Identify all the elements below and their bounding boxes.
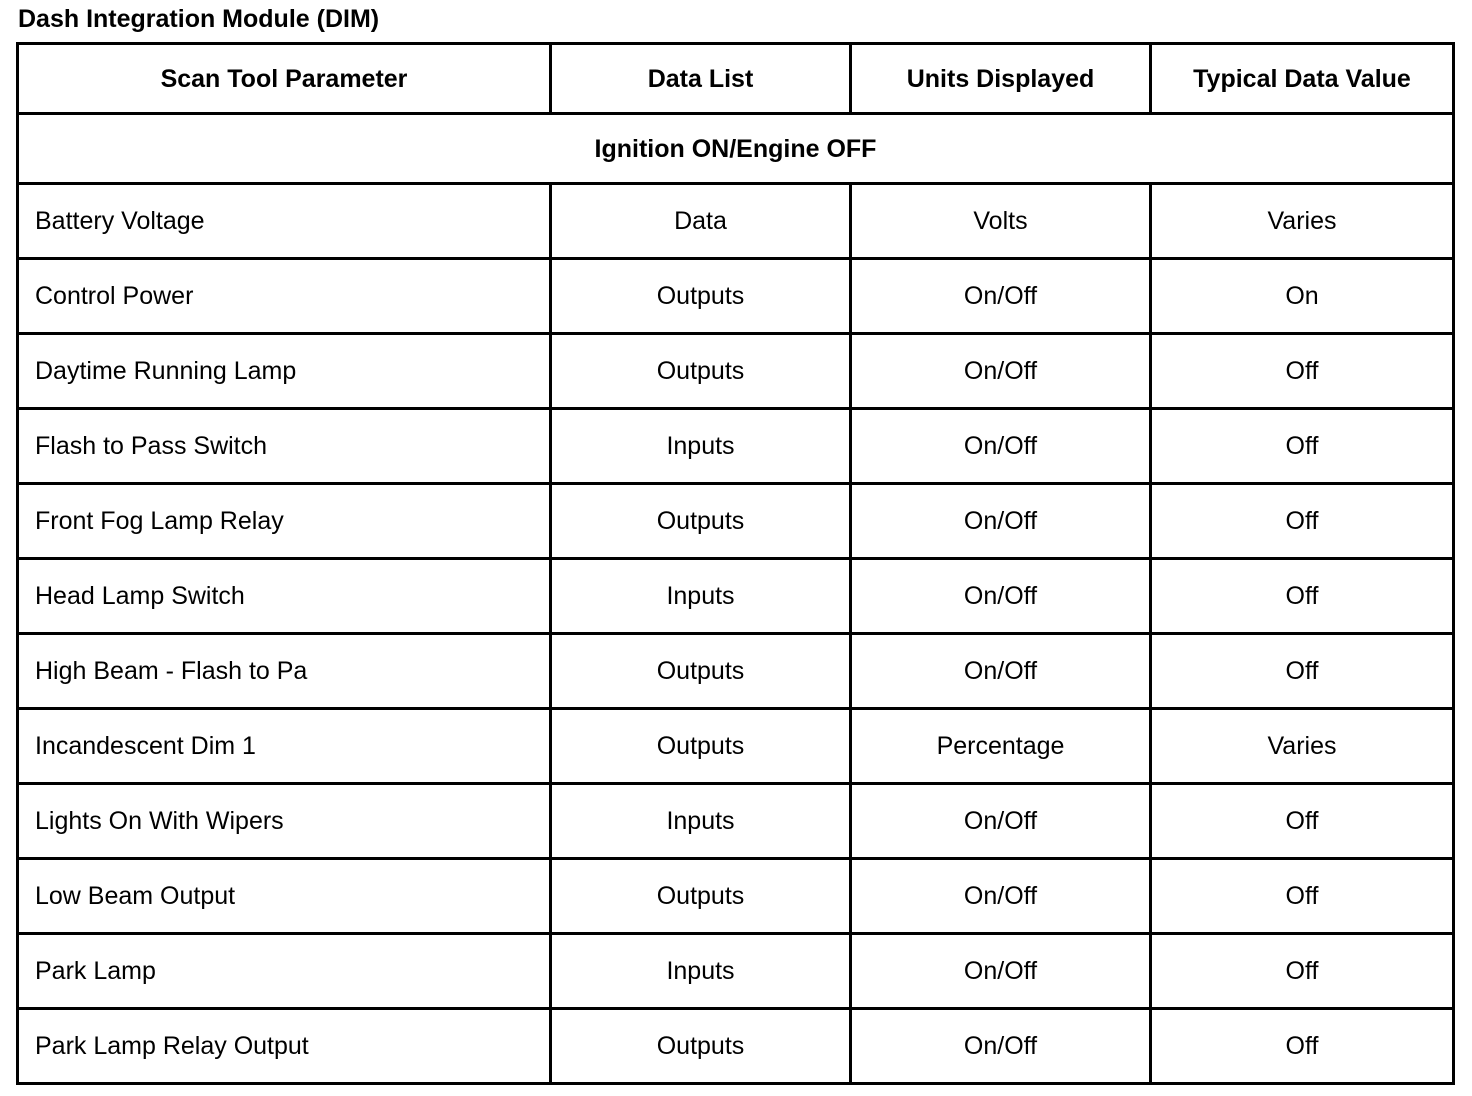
cell-parameter: Control Power — [18, 259, 551, 334]
header-scan-tool-parameter: Scan Tool Parameter — [18, 44, 551, 114]
header-data-list: Data List — [551, 44, 851, 114]
cell-units: On/Off — [851, 859, 1151, 934]
cell-data-list: Inputs — [551, 559, 851, 634]
table-row — [18, 559, 1454, 634]
cell-parameter: Head Lamp Switch — [18, 559, 551, 634]
cell-parameter: Flash to Pass Switch — [18, 409, 551, 484]
header-typical-data-value: Typical Data Value — [1151, 44, 1454, 114]
section-label: Ignition ON/Engine OFF — [18, 114, 1454, 184]
header-row — [18, 44, 1454, 114]
cell-parameter: Low Beam Output — [18, 859, 551, 934]
document-title: Dash Integration Module (DIM) — [18, 5, 380, 33]
table-row — [18, 334, 1454, 409]
cell-data-list: Outputs — [551, 709, 851, 784]
section-row — [18, 114, 1454, 184]
cell-data-list: Data — [551, 184, 851, 259]
table-row — [18, 484, 1454, 559]
cell-typical-value: Off — [1151, 784, 1454, 859]
cell-data-list: Outputs — [551, 259, 851, 334]
cell-units: On/Off — [851, 409, 1151, 484]
cell-typical-value: Off — [1151, 409, 1454, 484]
cell-typical-value: Off — [1151, 934, 1454, 1009]
cell-units: On/Off — [851, 334, 1151, 409]
header-units-displayed: Units Displayed — [851, 44, 1151, 114]
cell-data-list: Outputs — [551, 1009, 851, 1084]
cell-units: On/Off — [851, 1009, 1151, 1084]
table-row — [18, 634, 1454, 709]
cell-units: On/Off — [851, 484, 1151, 559]
table-row — [18, 259, 1454, 334]
cell-typical-value: Varies — [1151, 184, 1454, 259]
cell-parameter: High Beam - Flash to Pa — [18, 634, 551, 709]
cell-typical-value: Off — [1151, 484, 1454, 559]
cell-units: On/Off — [851, 934, 1151, 1009]
cell-parameter: Park Lamp — [18, 934, 551, 1009]
cell-typical-value: Off — [1151, 859, 1454, 934]
cell-data-list: Outputs — [551, 634, 851, 709]
cell-data-list: Inputs — [551, 784, 851, 859]
cell-parameter: Front Fog Lamp Relay — [18, 484, 551, 559]
cell-units: On/Off — [851, 259, 1151, 334]
scan-tool-data-table — [16, 42, 1455, 1085]
cell-typical-value: Off — [1151, 559, 1454, 634]
cell-units: Percentage — [851, 709, 1151, 784]
cell-data-list: Outputs — [551, 484, 851, 559]
cell-typical-value: Varies — [1151, 709, 1454, 784]
table-row — [18, 1009, 1454, 1084]
table-row — [18, 709, 1454, 784]
cell-data-list: Inputs — [551, 934, 851, 1009]
cell-parameter: Daytime Running Lamp — [18, 334, 551, 409]
cell-typical-value: Off — [1151, 634, 1454, 709]
cell-typical-value: Off — [1151, 1009, 1454, 1084]
cell-units: On/Off — [851, 784, 1151, 859]
table-row — [18, 409, 1454, 484]
cell-parameter: Battery Voltage — [18, 184, 551, 259]
cell-parameter: Park Lamp Relay Output — [18, 1009, 551, 1084]
table-row — [18, 934, 1454, 1009]
cell-data-list: Outputs — [551, 859, 851, 934]
cell-parameter: Incandescent Dim 1 — [18, 709, 551, 784]
cell-typical-value: Off — [1151, 334, 1454, 409]
cell-data-list: Inputs — [551, 409, 851, 484]
cell-parameter: Lights On With Wipers — [18, 784, 551, 859]
cell-typical-value: On — [1151, 259, 1454, 334]
cell-units: On/Off — [851, 634, 1151, 709]
cell-units: Volts — [851, 184, 1151, 259]
table-row — [18, 859, 1454, 934]
table-row — [18, 784, 1454, 859]
cell-units: On/Off — [851, 559, 1151, 634]
table-row — [18, 184, 1454, 259]
cell-data-list: Outputs — [551, 334, 851, 409]
